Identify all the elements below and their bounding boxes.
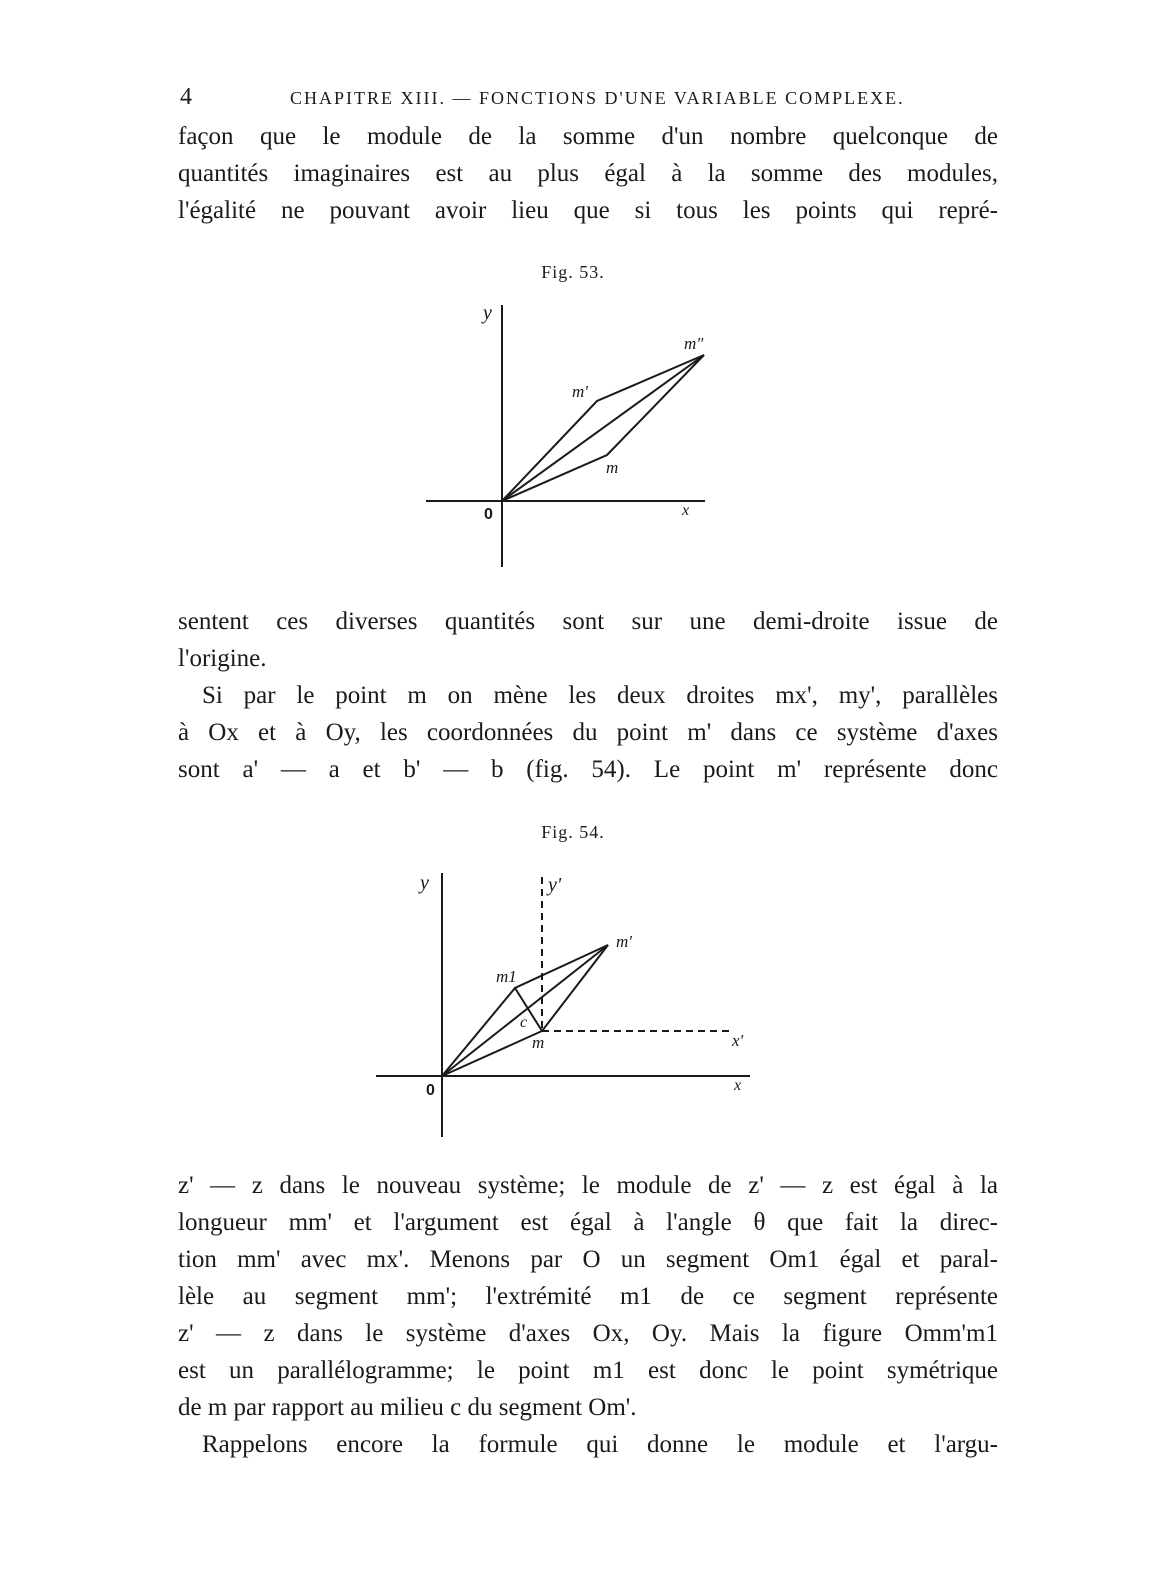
text-line: z' — z dans le système d'axes Ox, Oy. Mais la figure Omm'm1 (178, 1320, 998, 1347)
label-origin: 0 (484, 506, 493, 523)
label-m: m (606, 458, 619, 477)
diagonal-om-prime (442, 945, 608, 1076)
running-header (180, 84, 1000, 114)
text-line: Rappelons encore la formule qui donne le module et l'argu- (202, 1431, 998, 1458)
text-line: à Ox et à Oy, les coordonnées du point m' dans ce système d'axes (178, 719, 998, 746)
text-line: de m par rapport au milieu c du segment Om'. (178, 1394, 637, 1421)
text-line: Si par le point m on mène les deux droites mx', my', parallèles (202, 682, 998, 709)
paragraph-4 (178, 1167, 998, 1426)
label-m: m (532, 1033, 545, 1052)
paragraph-1 (178, 118, 998, 229)
text-line: est un parallélogramme; le point m1 est donc le point symétrique (178, 1357, 998, 1384)
label-x-prime: x' (732, 1031, 744, 1050)
paragraph-2 (178, 603, 998, 677)
text-line: tion mm' avec mx'. Menons par O un segment Om1 égal et paral- (178, 1246, 998, 1273)
label-m-double-prime: m" (684, 334, 704, 353)
text-line: sont a' — a et b' — b (fig. 54). Le point m' représente donc (178, 756, 998, 783)
label-origin: 0 (426, 1082, 435, 1099)
fig53-caption: Fig. 53. (541, 262, 605, 282)
label-y: y (420, 872, 429, 894)
label-c: c (520, 1014, 528, 1031)
page-number: 4 (180, 84, 194, 110)
text-line: longueur mm' et l'argument est égal à l'angle θ que fait la direc- (178, 1209, 998, 1236)
figure-53 (420, 295, 730, 575)
text-line: quantités imaginaires est au plus égal à la somme des modules, (178, 160, 998, 187)
figure-54 (370, 865, 770, 1145)
fig54-caption: Fig. 54. (541, 822, 605, 842)
text-line: l'égalité ne pouvant avoir lieu que si tous les points qui repré- (178, 197, 998, 224)
text-line: façon que le module de la somme d'un nombre quelconque de (178, 123, 998, 150)
label-m1: m1 (496, 967, 517, 986)
text-line: z' — z dans le nouveau système; le module de z' — z est égal à la (178, 1172, 998, 1199)
label-m-prime: m' (616, 932, 632, 951)
text-line: sentent ces diverses quantités sont sur une demi-droite issue de (178, 608, 998, 635)
label-m-prime: m' (572, 382, 588, 401)
text-line: lèle au segment mm'; l'extrémité m1 de ce segment représente (178, 1283, 998, 1310)
paragraph-3 (178, 677, 998, 788)
paragraph-5 (178, 1426, 998, 1463)
chapter-title: CHAPITRE XIII. — FONCTIONS D'UNE VARIABLE COMPLEXE. (290, 88, 905, 108)
label-y-prime: y' (548, 874, 562, 896)
label-y: y (483, 302, 492, 324)
text-line: l'origine. (178, 645, 267, 672)
diagonal (502, 355, 704, 501)
label-x: x (682, 502, 690, 519)
label-x: x (734, 1077, 742, 1094)
